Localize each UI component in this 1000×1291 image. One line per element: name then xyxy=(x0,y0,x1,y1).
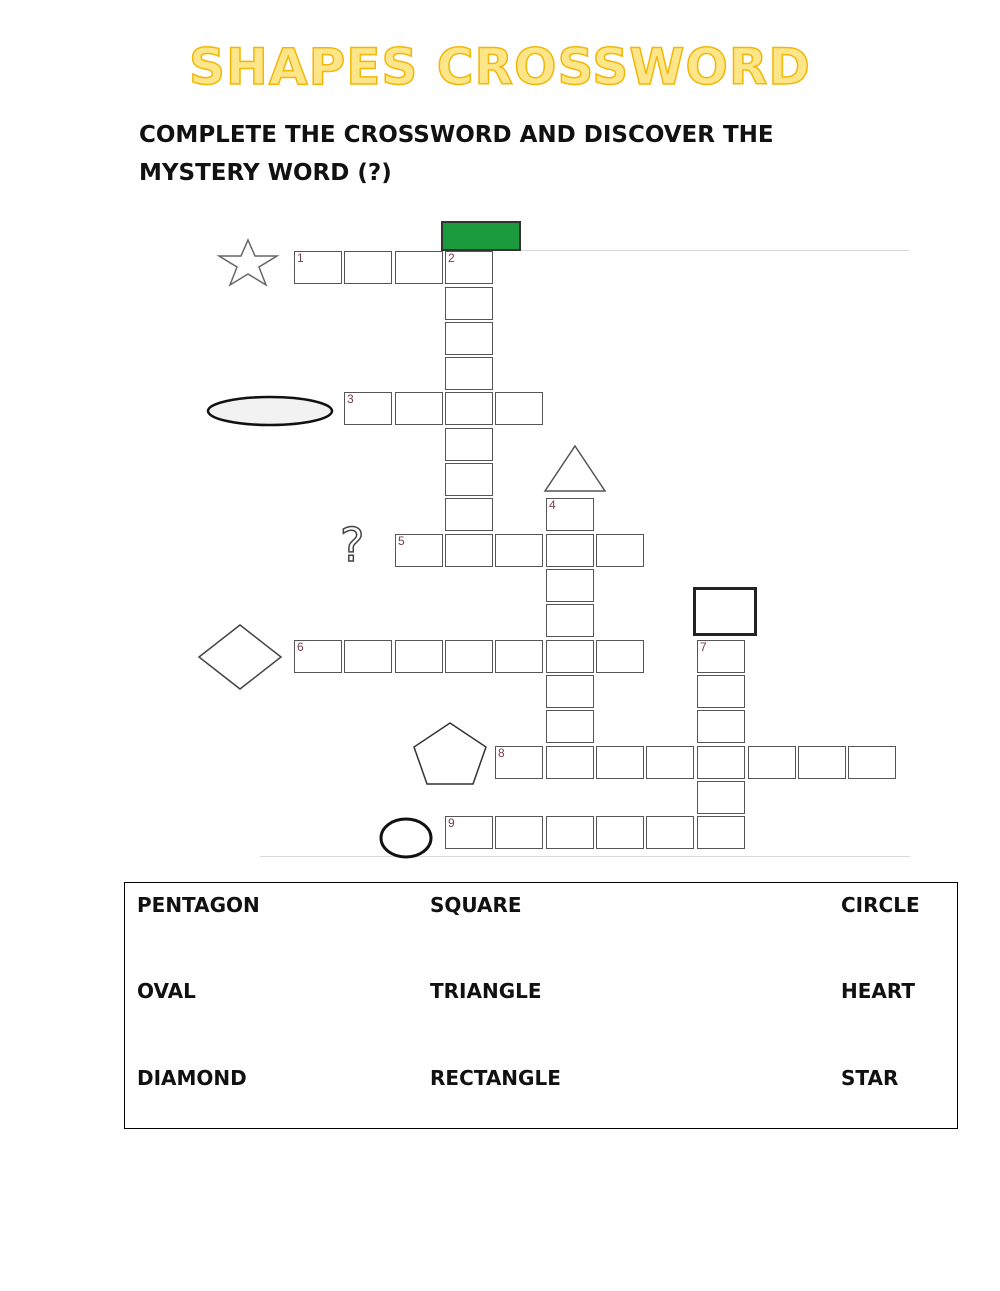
crossword-cell[interactable] xyxy=(495,392,543,425)
crossword-cell[interactable] xyxy=(445,534,493,567)
oval-icon xyxy=(205,393,335,429)
crossword-cell[interactable] xyxy=(445,251,493,284)
word-bank-item: STAR xyxy=(841,1066,899,1090)
word-bank-item: CIRCLE xyxy=(841,893,920,917)
crossword-cell[interactable] xyxy=(445,428,493,461)
crossword-cell[interactable] xyxy=(395,392,443,425)
crossword-cell[interactable] xyxy=(546,604,594,637)
crossword-cell[interactable] xyxy=(344,640,392,673)
crossword-cell[interactable] xyxy=(848,746,896,779)
crossword-cell[interactable] xyxy=(495,640,543,673)
bottom-guide-line xyxy=(260,856,910,857)
crossword-cell[interactable] xyxy=(697,710,745,743)
instructions: COMPLETE THE CROSSWORD AND DISCOVER THE MYSTERY WORD (?) xyxy=(139,122,774,186)
circle-icon xyxy=(378,815,434,861)
crossword-cell[interactable] xyxy=(445,322,493,355)
clue-number: 6 xyxy=(297,640,304,654)
crossword-cell[interactable] xyxy=(596,640,644,673)
word-bank-item: SQUARE xyxy=(430,893,522,917)
word-bank xyxy=(124,882,958,1129)
crossword-cell[interactable] xyxy=(798,746,846,779)
crossword-cell[interactable] xyxy=(646,816,694,849)
word-bank-item: HEART xyxy=(841,979,916,1003)
clue-number: 2 xyxy=(448,251,455,265)
rectangle-icon xyxy=(693,587,757,636)
pentagon-icon xyxy=(410,720,490,788)
crossword-cell[interactable] xyxy=(344,392,392,425)
crossword-cell[interactable] xyxy=(395,251,443,284)
question-mark-icon: ? xyxy=(340,518,365,572)
crossword-cell[interactable] xyxy=(748,746,796,779)
crossword-cell[interactable] xyxy=(395,534,443,567)
crossword-cell[interactable] xyxy=(344,251,392,284)
word-bank-item: PENTAGON xyxy=(137,893,260,917)
crossword-cell[interactable] xyxy=(294,640,342,673)
clue-number: 5 xyxy=(398,534,405,548)
clue-number: 1 xyxy=(297,251,304,265)
page-title: SHAPES CROSSWORD xyxy=(189,38,811,96)
crossword-cell[interactable] xyxy=(596,816,644,849)
crossword-cell[interactable] xyxy=(294,251,342,284)
star-icon xyxy=(216,238,280,288)
crossword-cell[interactable] xyxy=(697,675,745,708)
clue-number: 3 xyxy=(347,392,354,406)
mystery-word-marker xyxy=(441,221,521,251)
word-bank-item: DIAMOND xyxy=(137,1066,247,1090)
crossword-cell[interactable] xyxy=(445,463,493,496)
crossword-cell[interactable] xyxy=(596,534,644,567)
crossword-cell[interactable] xyxy=(445,816,493,849)
crossword-cell[interactable] xyxy=(445,357,493,390)
crossword-cell[interactable] xyxy=(395,640,443,673)
crossword-cell[interactable] xyxy=(546,640,594,673)
crossword-cell[interactable] xyxy=(445,640,493,673)
crossword-cell[interactable] xyxy=(697,746,745,779)
crossword-cell[interactable] xyxy=(495,534,543,567)
word-bank-item: RECTANGLE xyxy=(430,1066,561,1090)
clue-number: 9 xyxy=(448,816,455,830)
crossword-cell[interactable] xyxy=(445,392,493,425)
crossword-cell[interactable] xyxy=(546,569,594,602)
crossword-cell[interactable] xyxy=(697,640,745,673)
crossword-cell[interactable] xyxy=(546,534,594,567)
crossword-cell[interactable] xyxy=(596,746,644,779)
crossword-cell[interactable] xyxy=(697,781,745,814)
diamond-icon xyxy=(196,622,284,692)
word-bank-item: OVAL xyxy=(137,979,196,1003)
crossword-cell[interactable] xyxy=(546,498,594,531)
crossword-cell[interactable] xyxy=(546,710,594,743)
triangle-icon xyxy=(541,443,609,493)
crossword-cell[interactable] xyxy=(546,675,594,708)
word-bank-item: TRIANGLE xyxy=(430,979,542,1003)
crossword-cell[interactable] xyxy=(546,746,594,779)
clue-number: 4 xyxy=(549,498,556,512)
clue-number: 8 xyxy=(498,746,505,760)
crossword-cell[interactable] xyxy=(646,746,694,779)
clue-number: 7 xyxy=(700,640,707,654)
crossword-cell[interactable] xyxy=(495,816,543,849)
crossword-cell[interactable] xyxy=(495,746,543,779)
top-guide-line xyxy=(494,250,909,251)
crossword-cell[interactable] xyxy=(697,816,745,849)
crossword-cell[interactable] xyxy=(546,816,594,849)
crossword-cell[interactable] xyxy=(445,287,493,320)
crossword-cell[interactable] xyxy=(445,498,493,531)
